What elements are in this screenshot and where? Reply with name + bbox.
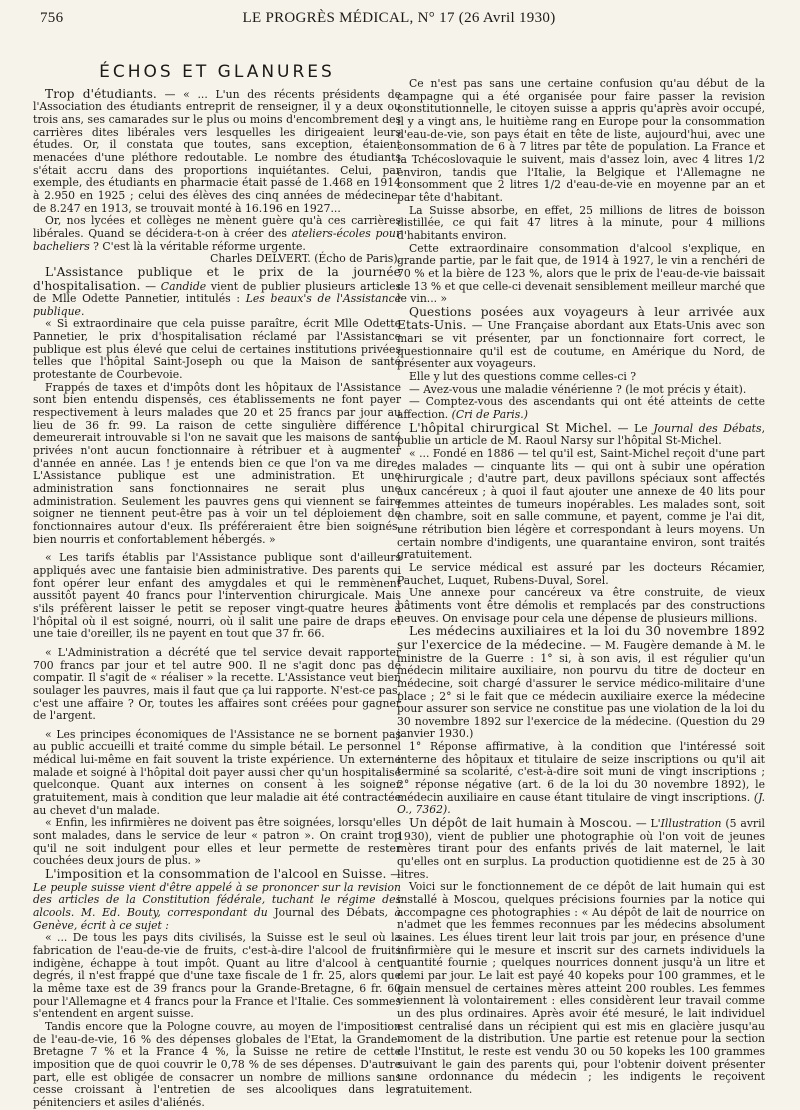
article-hopital-st-michel: L'hôpital chirurgical St Michel. — Le Journal des Débats, publie un article de M. Raoul Narsy sur l'hôpital St-Michel. [397, 420, 765, 448]
article-title: L'hôpital chirurgical St Michel. [409, 420, 612, 435]
left-column [33, 58, 402, 1109]
right-column [397, 77, 766, 1096]
paragraph: Frappés de taxes et d'impôts dont les hôpitaux de l'Assistance sont bien entendu dispensés, ces établissements ne font payer respectivement à leurs malades que 20 et 25 francs par jour au lieu de 36 fr. 99. La raison de cette singulière différence demeurerait introuvable si l'on ne savait que les maisons de santé privées n'ont aucun fonctionnaire à rétribuer et à augmenter d'année en année. Las ! je entends bien ce que l'on va me dire. L'Assistance publique est une administration. Et une administration sans fonctionnaires ne serait plus une administration. Seulement les pauvres gens qui viennent se faire soigner ne tiennent peut-être pas à voir un tel déploiement de fonctionnaires autour d'eux. Ils préféreraient être bien soignés, bien nourris et confortablement hébergés. » [33, 380, 401, 546]
paragraph: « L'Administration a décrété que tel service devait rapporter 700 francs par jour et tel autre 900. Il ne s'agit donc pas de compatir. Il s'agit de « réaliser » la recette. L'Assistance veut bien soulager les pauvres, mais il faut que ça lui rapporte. N'est-ce pas, c'est une affaire ? Or, toutes les affaires sont créées pour gagner de l'argent. [33, 645, 401, 723]
paragraph: Tandis encore que la Pologne couvre, au moyen de l'imposition de l'eau-de-vie, 16 % des dépenses globales de l'Etat, la Grande-Bretagne 7 % et la France 4 %, la Suisse ne retire de cette imposition que de quoi couvrir le 0,78 % de ses dépenses. D'autre part, elle est obligée de consacrer un nombre de millions sans cesse croissant à l'entretien de ses alcooliques dans les pénitenciers et asiles d'aliénés. [33, 1019, 401, 1109]
section-title: ÉCHOS ET GLANURES [99, 62, 335, 82]
running-header [40, 10, 758, 32]
paragraph: — Avez-vous une maladie vénérienne ? (le mot précis y était). [409, 382, 747, 396]
paragraph: « Les principes économiques de l'Assistance ne se bornent pas au public accueilli et traité comme du simple bétail. Le personnel médical lui-même en fait souvent la triste expérience. Un externe malade et soigné à l'hôpital doit payer aussi cher qu'un hospitalisé quelconque. Quant aux internes on consent à les soigner gratuitement, mais à condition que leur maladie ait été contractée au chevet d'un malade. [33, 727, 401, 817]
article-medecins-auxiliaires: Les médecins auxiliaires et la loi du 30 novembre 1892 sur l'exercice de la médecine. — M. Faugère demande à M. le ministre de la Guerre : 1° si, à son avis, il est régulier qu'un médecin militaire auxiliaire, non pourvu du titre de docteur en médecine, soit chargé d'assurer le service médico-militaire d'une place ; 2° si le fait que ce médecin auxiliaire exerce la médecine pour assurer son service ne constitue pas une violation de la loi du 30 novembre 1892 sur l'exercice de la médecine. (Question du 29 janvier 1930.) [397, 624, 765, 741]
article-assistance-publique: L'Assistance publique et le prix de la journée d'hospitalisation. — Candide vient de publier plusieurs articles de Mlle Odette Pannetier, intitulés : Les beaux's de l'Assistance publique. [33, 264, 402, 318]
article-lait-humain-moscou: Un dépôt de lait humain à Moscou. — L'Illustration (5 avril 1930), vient de publier une photographie où l'on voit de jeunes mères tirant pour des enfants privés de lait maternel, le lait qu'elles ont en surplus. La production quotidienne est de 25 à 30 litres. [397, 816, 765, 881]
article-alcool-suisse: L'imposition et la consommation de l'alcool en Suisse. — Le peuple suisse vient d'être appelé à se prononcer sur la revision des articles de la Constitution fédérale, tuchant le régime des alcools. M. Ed. Bouty, correspondant du Journal des Débats, à Genève, écrit à ce sujet : [33, 867, 401, 932]
article-title: L'imposition et la consommation de l'alcool en Suisse. [45, 867, 387, 882]
paragraph: La Suisse absorbe, en effet, 25 millions de litres de boisson distillée, ce qui fait 47 litres à la minute, pour 4 millions d'habitants environ. [397, 203, 765, 242]
paragraph: — Comptez-vous des ascendants qui ont été atteints de cette affection. (Cri de Paris.) [397, 395, 765, 422]
paragraph: 1° Réponse affirmative, à la condition que l'intéressé soit interne des hôpitaux et titulaire de seize inscriptions ou qu'il ait terminé sa scolarité, c'est-à-dire soit muni de vingt inscriptions ; 2° réponse négative (art. 6 de la loi du 30 novembre 1892), le médecin auxiliaire en cause étant titulaire de vingt inscriptions. (J. O., 7362). [397, 740, 766, 817]
paragraph: « ... De tous les pays dits civilisés, la Suisse est le seul où la fabrication de l'eau-de-vie de fruits, c'est-à-dire l'alcool de fruits indigène, échappe à tout impôt. Quant au litre d'alcool à cent degrés, il n'est frappé que d'une taxe fiscale de 1 fr. 25, alors que la même taxe est de 39 francs pour la Grande-Bretagne, 6 fr. 60 pour l'Allemagne et 4 francs pour la France et l'Italie. Ces sommes s'entendent en argent suisse. [33, 931, 401, 1021]
paragraph: Une annexe pour cancéreux va être construite, de vieux bâtiments vont être démolis et remplacés par des constructions neuves. On envisage pour cela une dépense de plusieurs millions. [397, 586, 765, 625]
article-title: Un dépôt de lait humain à Moscou. [409, 816, 632, 831]
paragraph: Elle y lut des questions comme celles-ci ? [409, 370, 637, 384]
signature: Charles DELVERT. (Écho de Paris). [210, 252, 401, 266]
paragraph: « Si extraordinaire que cela puisse paraître, écrit Mlle Odette Pannetier, le prix d'hospitalisation réclamé par l'Assistance publique est plus élevé que celui de certaines institutions privées telles que l'hôpital Saint-Joseph ou que la Maison de santé protestante de Courbevoie. [33, 317, 401, 382]
paragraph: « ... Fondé en 1886 — tel qu'il est, Saint-Michel reçoit d'une part des malades — cinquante lits — qui ont à subir une opération chirurgicale ; d'autre part, deux pavillons spéciaux sont affectés aux cancéreux ; à quoi il faut ajouter une annexe de 40 lits pour femmes atteintes de tumeurs inopérables. Les malades sont, soit en chambre, soit en salle commune, et payent, comme je l'ai dit, une rétribution bien légère et correspondant à leurs moyens. Un certain nombre d'indigents, une quarantaine environ, sont traités gratuitement. [397, 447, 765, 562]
paragraph: « Enfin, les infirmières ne doivent pas être soignées, lorsqu'elles sont malades, dans le service de leur « patron ». On craint trop qu'il ne soit indulgent pour elles et leur permette de rester couchées deux jours de plus. » [33, 816, 401, 868]
paragraph: Cette extraordinaire consommation d'alcool s'explique, en grande partie, par le fait que, de 1914 à 1927, le vin a renchéri de 70 % et la bière de 123 %, alors que le prix de l'eau-de-vie baissait de 13 % et que celle-ci devenait sensiblement meilleur marché que le vin... » [397, 241, 765, 306]
journal-title: LE PROGRÈS MÉDICAL, N° 17 (26 Avril 1930) [242, 10, 556, 26]
paragraph: — « ... L'un des récents présidents de l'Association des étudiants entreprit de renseigner, il y a deux ou trois ans, ses camarades sur le plus ou moins d'encombrement des carrières dites libérales vers lesquelles les dirigeaient leurs études. Or, il constata que toutes, sans exception, étaient menacées d'une pléthore redoutable. Le nombre des étudiants s'était accru dans des proportions inquiétantes. Celui, par exemple, des étudiants en pharmacie était passé de 1.468 en 1914 à 2.950 en 1925 ; celui des élèves des cinq années de médecine, de 8.247 en 1913, se trouvait monté à 16.196 en 1927... [33, 87, 401, 215]
paragraph: Voici sur le fonctionnement de ce dépôt de lait humain qui est installé à Moscou, quelques précisions fournies par la notice qui accompagne ces photographies : « Au dépôt de lait de nourrice on n'admet que les femmes reconnues par les médecins absolument saines. Les élues tirent leur lait trois par jour, en présence d'une infirmière qui le mesure et inscrit sur des carnets individuels la quantité fournie ; quelques nourrices donnent jusqu'à un litre et demi par jour. Le lait est payé 40 kopeks pour 100 grammes, et le gain mensuel de certaines mères atteint 200 roubles. Les femmes viennent là volontairement : elles considèrent leur travail comme un des plus ordinaires. Après avoir été mesuré, le lait individuel est centralisé dans un récipient qui est mis en glacière jusqu'au moment de la distribution. Une partie est retenue pour la section de l'Institut, le reste est vendu 30 ou 50 kopeks les 100 grammes suivant le gain des parents qui, pour l'obtenir doivent présenter une ordonnance du médecin ; les indigents le reçoivent gratuitement. [397, 880, 765, 1096]
article-title: L'Assistance publique et le prix de la journée d'hospitalisation. [33, 264, 401, 293]
page-number: 756 [40, 10, 64, 26]
article-trop-etudiants [33, 88, 401, 216]
article-questions-voyageurs: Questions posées aux voyageurs à leur arrivée aux Etats-Unis. — Une Française abordant aux Etats-Unis avec son mari se vit présenter, par un fonctionnaire fort correct, le questionnaire qu'il est de coutume, en Amérique du Nord, de présenter aux voyageurs. [397, 304, 765, 371]
article-title: Les médecins auxiliaires et la loi du 30 novembre 1892 sur l'exercice de la médecine. [397, 624, 765, 652]
paragraph: Or, nos lycées et collèges ne mènent guère qu'à ces carrières libérales. Quand se décidera-t-on à créer des ateliers-écoles pour bacheliers ? C'est là la véritable réforme urgente. [33, 214, 401, 253]
article-title: Trop d'étudiants. [45, 86, 157, 101]
paragraph: Ce n'est pas sans une certaine confusion qu'au début de la campagne qui a été organisée pour faire passer la revision constitutionnelle, le citoyen suisse a appris qu'après avoir occupé, il y a vingt ans, le huitième rang en Europe pour la consommation d'eau-de-vie, son pays était en tête de liste, aujourd'hui, avec une consommation de 6 à 7 litres par tête de population. La France et la Tchécoslovaquie le suivent, mais d'assez loin, avec 4 litres 1/2 environ, tandis que l'Italie, la Belgique et l'Allemagne ne consomment que 2 litres 1/2 d'eau-de-vie en moyenne par an et par tête d'habitant. [397, 77, 765, 204]
paragraph: Le service médical est assuré par les docteurs Récamier, Pauchet, Luquet, Rubens-Duval, Sorel. [397, 560, 765, 587]
article-title: Questions posées aux voyageurs à leur arrivée aux Etats-Unis. [397, 304, 765, 333]
paragraph: « Les tarifs établis par l'Assistance publique sont d'ailleurs appliqués avec une fantaisie bien administrative. Des parents qui font opérer leur enfant des amygdales et qui le remmènent aussitôt payent 40 francs pour l'intervention chirurgicale. Mais s'ils préfèrent laisser le petit se reposer vingt-quatre heures à l'hôpital où il est soigné, nourri, où il salit une paire de draps et une taie d'oreiller, ils ne payent en tout que 37 fr. 66. [33, 551, 401, 641]
